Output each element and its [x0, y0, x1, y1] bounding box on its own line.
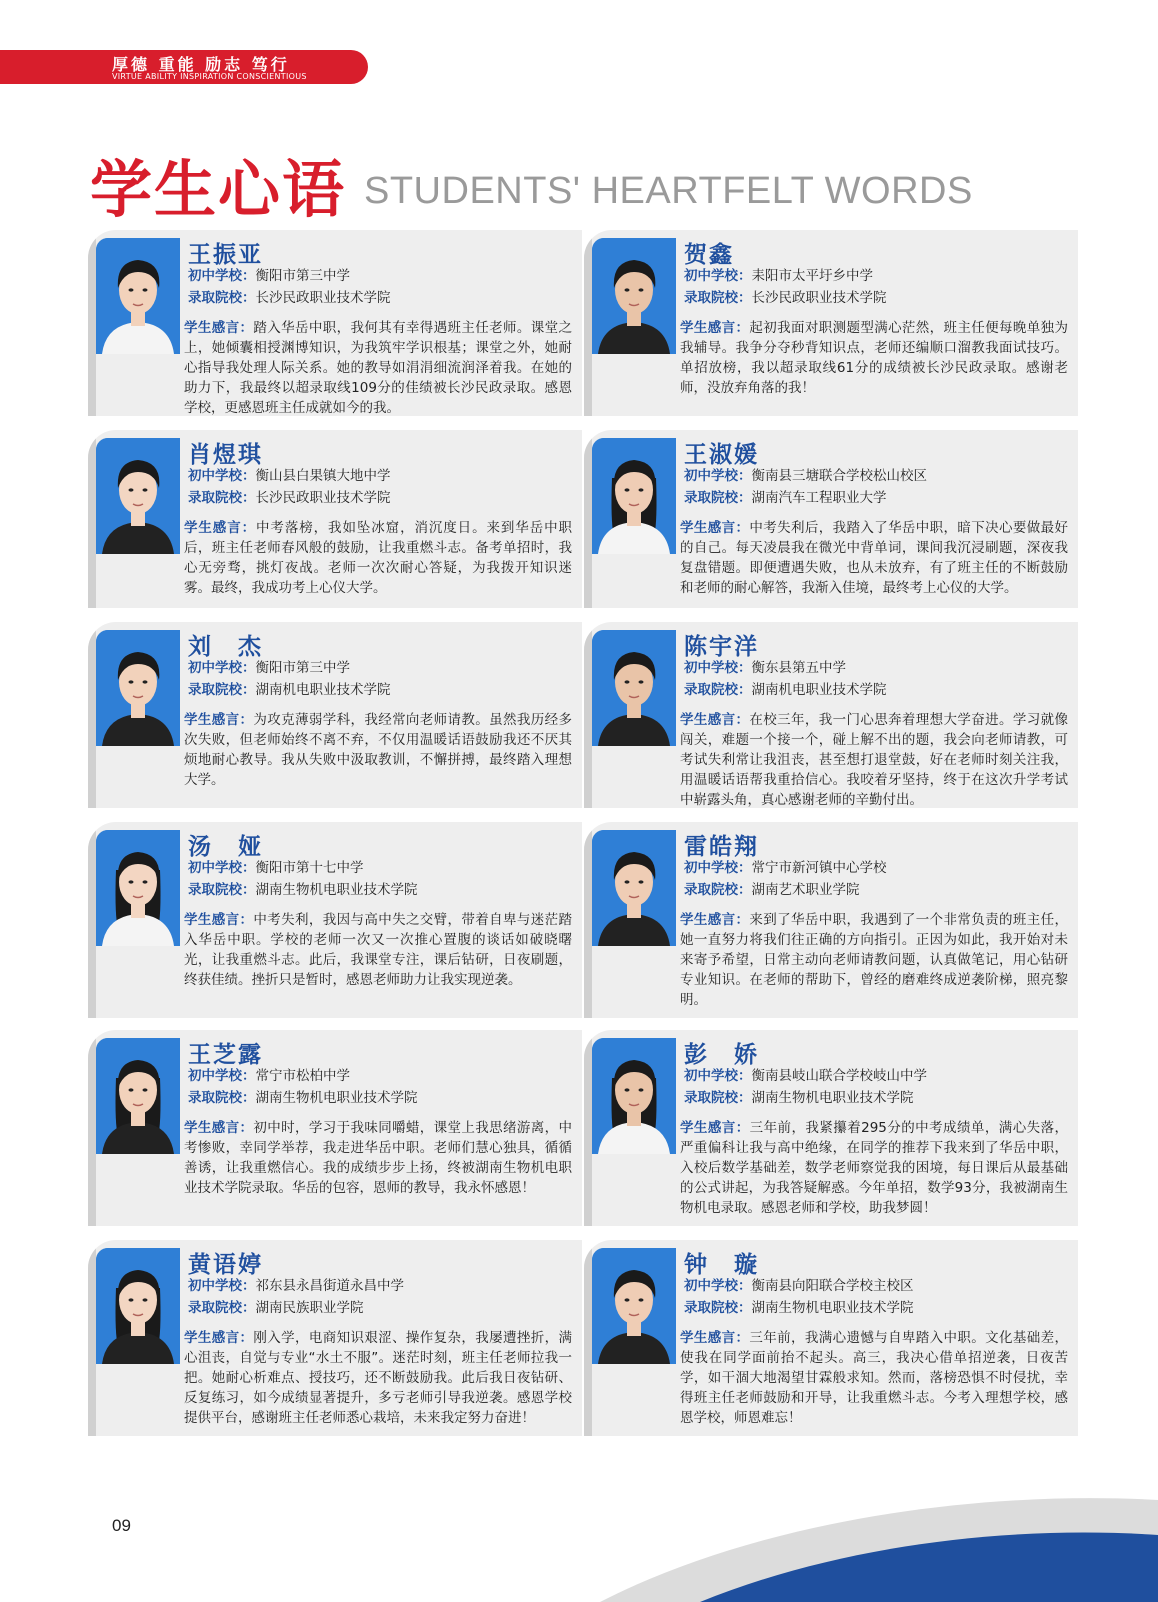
student-card [88, 230, 582, 416]
admitted-value: 长沙民政职业技术学院 [751, 290, 887, 306]
student-card [584, 1030, 1078, 1226]
middle-school-value: 衡南县向阳联合学校主校区 [751, 1278, 914, 1294]
banner-motto-en: VIRTUE ABILITY INSPIRATION CONSCIENTIOUS [112, 72, 307, 81]
card-side-bar [88, 430, 96, 608]
student-name: 黄语婷 [188, 1252, 263, 1278]
student-card [88, 822, 582, 1018]
card-side-bar [584, 230, 592, 416]
card-side-bar [584, 822, 592, 1018]
admitted-line [188, 680, 391, 700]
admitted-label: 录取院校： [188, 882, 256, 898]
student-card [584, 622, 1078, 808]
speech-text: 中考失利后，我踏入了华岳中职，暗下决心要做最好的自己。每天凌晨我在微光中背单词，课间我沉浸刷题，深夜我复盘错题。即便遭遇失败，也从未放弃，有了班主任的不断鼓励和老师的耐心解答，我渐入佳境，最终考上心仪的大学。 [680, 520, 1069, 596]
middle-school-value: 祁东县永昌街道永昌中学 [255, 1278, 404, 1294]
student-name: 王芝露 [188, 1042, 263, 1068]
student-name: 钟 璇 [684, 1252, 759, 1278]
speech-label: 学生感言： [680, 912, 750, 928]
speech-label: 学生感言： [680, 712, 750, 728]
speech-label: 学生感言： [680, 1120, 750, 1136]
admitted-line [684, 488, 887, 508]
speech-label: 学生感言： [680, 520, 750, 536]
speech-block [592, 1328, 1068, 1428]
student-name: 彭 娇 [684, 1042, 759, 1068]
speech-block [592, 710, 1068, 808]
middle-school-label: 初中学校： [684, 1068, 752, 1084]
middle-school-label: 初中学校： [188, 1278, 256, 1294]
admitted-value: 湖南生物机电职业技术学院 [255, 1090, 418, 1106]
student-name: 雷皓翔 [684, 834, 759, 860]
card-side-bar [88, 1240, 96, 1436]
speech-label: 学生感言： [680, 1330, 750, 1346]
card-side-bar [584, 1030, 592, 1226]
speech-block [592, 910, 1068, 1010]
admitted-label: 录取院校： [188, 1090, 256, 1106]
middle-school-label: 初中学校： [684, 268, 752, 284]
admitted-line [188, 288, 391, 308]
page-number: 09 [112, 1516, 131, 1535]
speech-text: 起初我面对职测题型满心茫然，班主任便每晚单独为我辅导。我争分夺秒背知识点，老师还编顺口溜教我面试技巧。单招放榜，我以超录取线61分的成绩被长沙民政录取。感谢老师，没放弃角落的我！ [680, 320, 1069, 396]
admitted-value: 湖南生物机电职业技术学院 [751, 1300, 914, 1316]
speech-block [96, 910, 572, 1006]
speech-text: 中考落榜，我如坠冰窟，消沉度日。来到华岳中职后，班主任老师春风般的鼓励，让我重燃斗志。备考单招时，我心无旁骛，挑灯夜战。老师一次次耐心答疑，为我拨开知识迷雾。最终，我成功考上心仪大学。 [184, 520, 573, 596]
admitted-value: 湖南生物机电职业技术学院 [255, 882, 418, 898]
middle-school-value: 衡南县岐山联合学校岐山中学 [751, 1068, 927, 1084]
card-side-bar [584, 622, 592, 808]
middle-school-line [684, 658, 846, 678]
speech-block [96, 1328, 572, 1428]
admitted-label: 录取院校： [188, 1300, 256, 1316]
admitted-value: 长沙民政职业技术学院 [255, 290, 391, 306]
middle-school-label: 初中学校： [684, 660, 752, 676]
admitted-line [684, 680, 887, 700]
middle-school-label: 初中学校： [188, 268, 256, 284]
middle-school-line [684, 1066, 927, 1086]
admitted-value: 湖南艺术职业学院 [751, 882, 860, 898]
middle-school-label: 初中学校： [188, 468, 256, 484]
card-side-bar [88, 822, 96, 1018]
admitted-label: 录取院校： [188, 490, 256, 506]
student-card [584, 822, 1078, 1018]
speech-label: 学生感言： [680, 320, 750, 336]
middle-school-line [188, 858, 364, 878]
student-card [584, 1240, 1078, 1436]
middle-school-line [684, 266, 873, 286]
card-side-bar [584, 1240, 592, 1436]
admitted-line [188, 1298, 364, 1318]
admitted-line [684, 1088, 914, 1108]
page-title-cn: 学生心语 [90, 153, 347, 226]
admitted-label: 录取院校： [188, 682, 256, 698]
middle-school-value: 衡东县第五中学 [751, 660, 846, 676]
middle-school-value: 常宁市松柏中学 [255, 1068, 350, 1084]
admitted-line [684, 880, 860, 900]
admitted-line [188, 880, 418, 900]
student-card [88, 430, 582, 608]
admitted-line [684, 1298, 914, 1318]
middle-school-line [684, 466, 927, 486]
student-name: 汤 娅 [188, 834, 263, 860]
speech-text: 中考失利，我因与高中失之交臂，带着自卑与迷茫踏入华岳中职。学校的老师一次又一次推心置腹的谈话如破晓曙光，让我重燃斗志。此后，我课堂专注，课后钻研，日夜刷题，终获佳绩。挫折只是暂时，感恩老师助力让我实现逆袭。 [184, 912, 573, 988]
middle-school-label: 初中学校： [188, 860, 256, 876]
banner-motto-cn: 厚德 重能 励志 笃行 [112, 55, 290, 74]
speech-block [592, 1118, 1068, 1218]
student-card [88, 622, 582, 808]
middle-school-label: 初中学校： [684, 860, 752, 876]
middle-school-label: 初中学校： [188, 660, 256, 676]
admitted-value: 湖南生物机电职业技术学院 [751, 1090, 914, 1106]
speech-text: 初中时，学习于我味同嚼蜡，课堂上我思绪游离，中考惨败，幸同学举荐，我走进华岳中职。老师们慧心独具，循循善诱，让我重燃信心。我的成绩步步上扬，终被湖南生物机电职业技术学院录取。华岳的包容，恩师的教导，我永怀感恩！ [184, 1120, 573, 1196]
admitted-value: 湖南汽车工程职业大学 [751, 490, 887, 506]
middle-school-label: 初中学校： [684, 468, 752, 484]
speech-label: 学生感言： [184, 912, 254, 928]
student-name: 王振亚 [188, 242, 263, 268]
speech-text: 三年前，我满心遗憾与自卑踏入中职。文化基础差，使我在同学面前抬不起头。高三，我决心借单招逆袭，日夜苦学，如干涸大地渴望甘霖般求知。然而，落榜恐惧不时侵扰，幸得班主任老师鼓励和开导，让我重燃斗志。今考入理想学校，感恩学校，师恩难忘！ [680, 1330, 1069, 1426]
admitted-label: 录取院校： [684, 490, 752, 506]
middle-school-value: 常宁市新河镇中心学校 [751, 860, 887, 876]
middle-school-label: 初中学校： [684, 1278, 752, 1294]
speech-block [96, 1118, 572, 1214]
admitted-value: 湖南机电职业技术学院 [255, 682, 391, 698]
speech-text: 在校三年，我一门心思奔着理想大学奋进。学习就像闯关，难题一个接一个，碰上解不出的题，我会向老师请教，可考试失利常让我沮丧，甚至想打退堂鼓，好在老师时刻关注我，用温暖话语帮我重拾信心。我咬着牙坚持，终于在这次升学考试中崭露头角，真心感谢老师的辛勤付出。 [680, 712, 1069, 808]
speech-block [96, 518, 572, 608]
card-side-bar [88, 622, 96, 808]
middle-school-line [188, 1066, 350, 1086]
admitted-line [684, 288, 887, 308]
student-name: 刘 杰 [188, 634, 263, 660]
admitted-line [188, 1088, 418, 1108]
admitted-label: 录取院校： [684, 682, 752, 698]
middle-school-value: 衡阳市第三中学 [255, 268, 350, 284]
admitted-value: 长沙民政职业技术学院 [255, 490, 391, 506]
admitted-label: 录取院校： [684, 1090, 752, 1106]
admitted-value: 湖南民族职业学院 [255, 1300, 364, 1316]
admitted-label: 录取院校： [188, 290, 256, 306]
speech-text: 为攻克薄弱学科，我经常向老师请教。虽然我历经多次失败，但老师始终不离不弃，不仅用温暖话语鼓励我还不厌其烦地耐心教导。我从失败中汲取教训，不懈拼搏，最终踏入理想大学。 [184, 712, 573, 788]
middle-school-line [188, 266, 350, 286]
admitted-label: 录取院校： [684, 1300, 752, 1316]
student-card [88, 1240, 582, 1436]
speech-block [592, 318, 1068, 414]
student-name: 陈宇洋 [684, 634, 759, 660]
middle-school-line [188, 658, 350, 678]
middle-school-line [684, 1276, 914, 1296]
middle-school-value: 耒阳市太平圩乡中学 [751, 268, 873, 284]
speech-block [96, 318, 572, 416]
speech-text: 刚入学，电商知识艰涩、操作复杂，我屡遭挫折，满心沮丧，自觉与专业“水土不服”。迷茫时刻，班主任老师拉我一把。她耐心析难点、授技巧，还不断鼓励我。此后我日夜钻研、反复练习，如今成绩显著提升，多亏老师引导我逆袭。感恩学校提供平台，感谢班主任老师悉心栽培，未来我定努力奋进！ [184, 1330, 573, 1426]
admitted-line [188, 488, 391, 508]
speech-block [96, 710, 572, 806]
card-side-bar [88, 1030, 96, 1226]
student-card [584, 430, 1078, 608]
speech-label: 学生感言： [184, 1120, 254, 1136]
speech-label: 学生感言： [184, 520, 257, 536]
student-name: 贺鑫 [684, 242, 734, 268]
student-name: 肖煜琪 [188, 442, 263, 468]
card-side-bar [88, 230, 96, 416]
speech-label: 学生感言： [184, 1330, 254, 1346]
admitted-value: 湖南机电职业技术学院 [751, 682, 887, 698]
middle-school-line [188, 466, 391, 486]
middle-school-value: 衡山县白果镇大地中学 [255, 468, 391, 484]
speech-text: 三年前，我紧攥着295分的中考成绩单，满心失落，严重偏科让我与高中绝缘，在同学的推荐下我来到了华岳中职，入校后数学基础差，数学老师察觉我的困境，每日课后从最基础的公式讲起，为我答疑解惑。今年单招，数学93分，我被湖南生物机电录取。感恩老师和学校，助我梦圆！ [680, 1120, 1068, 1216]
admitted-label: 录取院校： [684, 882, 752, 898]
speech-block [592, 518, 1068, 608]
middle-school-line [684, 858, 887, 878]
middle-school-value: 衡南县三塘联合学校松山校区 [751, 468, 927, 484]
speech-text: 来到了华岳中职，我遇到了一个非常负责的班主任，她一直努力将我们往正确的方向指引。正因为如此，我开始对未来寄予希望，日常主动向老师请教问题，认真做笔记，用心钻研专业知识。在老师的帮助下，曾经的磨难终成逆袭阶梯，照亮黎明。 [680, 912, 1069, 1008]
student-name: 王淑媛 [684, 442, 759, 468]
middle-school-value: 衡阳市第十七中学 [255, 860, 364, 876]
speech-label: 学生感言： [184, 712, 254, 728]
speech-label: 学生感言： [184, 320, 254, 336]
middle-school-label: 初中学校： [188, 1068, 256, 1084]
middle-school-value: 衡阳市第三中学 [255, 660, 350, 676]
middle-school-line [188, 1276, 404, 1296]
speech-text: 踏入华岳中职，我何其有幸得遇班主任老师。课堂之上，她倾囊相授渊博知识，为我筑牢学识根基；课堂之外，她耐心指导我处理人际关系。她的教导如涓涓细流润泽着我。在她的助力下，我最终以超录取线109分的佳绩被长沙民政录取。感恩学校，更感恩班主任成就如今的我。 [184, 320, 573, 416]
card-side-bar [584, 430, 592, 608]
page-title-en: STUDENTS' HEARTFELT WORDS [364, 170, 973, 212]
admitted-label: 录取院校： [684, 290, 752, 306]
student-card [584, 230, 1078, 416]
student-card [88, 1030, 582, 1226]
